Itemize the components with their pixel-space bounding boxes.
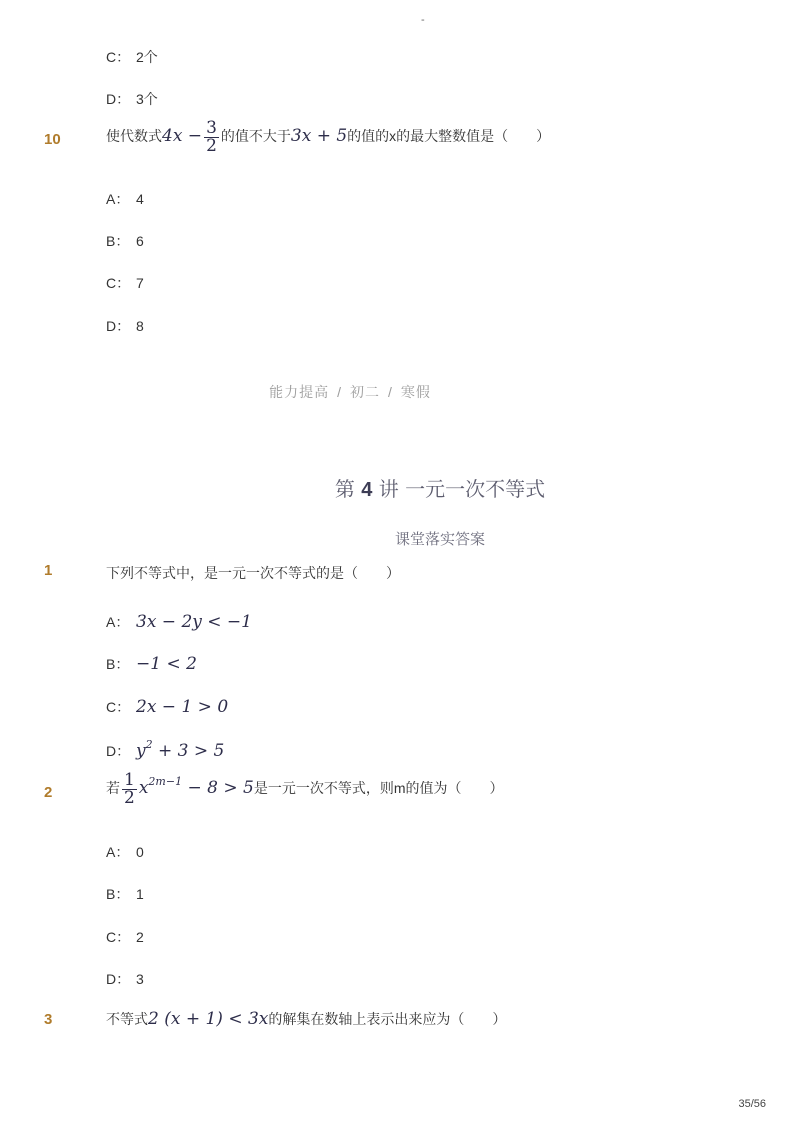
q10-option-a	[106, 189, 144, 209]
text-mid: 的值不大于	[220, 128, 291, 145]
question-10-text	[106, 120, 550, 155]
option-math-base: y	[136, 741, 146, 761]
option-value: 3	[136, 971, 144, 987]
fraction	[204, 120, 219, 155]
option-math-exponent: 2	[145, 738, 153, 751]
math-rest: − 8 > 5	[182, 778, 254, 799]
math-expr-2: 3x + 5	[290, 126, 348, 147]
breadcrumb-separator: /	[337, 384, 342, 400]
question-3-text	[106, 1009, 506, 1029]
math-base: x	[138, 778, 149, 799]
option-label: A：	[106, 844, 130, 860]
option-value: 2个	[136, 49, 158, 65]
question-number-1: 1	[44, 562, 53, 579]
header-mark: -	[421, 14, 425, 26]
question-1-text: 下列不等式中，是一元一次不等式的是（ ）	[106, 565, 400, 581]
q10-option-c	[106, 273, 144, 293]
option-value: 8	[136, 318, 144, 334]
math-exponent: 2m−1	[148, 775, 183, 789]
q2-option-a	[106, 842, 144, 862]
q1-option-c	[106, 697, 228, 717]
section-subtitle: 课堂落实答案	[394, 530, 485, 548]
q10-option-b	[106, 231, 144, 251]
option-value: 2	[136, 929, 144, 945]
option-label: C：	[106, 49, 131, 65]
question-2-text	[106, 772, 504, 807]
option-value: 7	[136, 275, 144, 291]
fraction-denominator: 2	[124, 788, 135, 808]
q1-option-b	[106, 654, 197, 674]
breadcrumb-level-2: 初二	[350, 384, 380, 400]
option-value: 1	[136, 886, 144, 902]
question-number-3: 3	[44, 1011, 53, 1028]
option-value: 6	[136, 233, 144, 249]
breadcrumb-level-1: 能力提高	[269, 384, 330, 400]
option-value: 3个	[136, 91, 158, 107]
math-expr-1: 4x −	[162, 126, 203, 147]
option-label: D：	[106, 743, 131, 759]
option-value: 4	[136, 191, 144, 207]
option-math-rest: + 3 > 5	[152, 741, 225, 761]
title-suffix: 讲 一元一次不等式	[378, 477, 546, 501]
option-value: 0	[136, 844, 144, 860]
fraction-numerator: 1	[124, 770, 135, 790]
title-prefix: 第	[334, 477, 355, 501]
option-d-prev	[106, 89, 158, 109]
option-label: A：	[106, 191, 130, 207]
fraction-numerator: 3	[206, 118, 217, 138]
option-label: C：	[106, 275, 131, 291]
q1-option-a	[106, 612, 252, 632]
option-label: C：	[106, 929, 131, 945]
section-title	[0, 473, 800, 502]
option-label: A：	[106, 614, 130, 630]
option-label: B：	[106, 233, 130, 249]
fraction	[122, 772, 137, 807]
text-suffix: 的值的x的最大整数值是（ ）	[347, 128, 551, 145]
text-suffix: 是一元一次不等式，则m的值为（ ）	[253, 780, 504, 797]
q2-option-d	[106, 969, 144, 989]
option-c-prev	[106, 47, 158, 67]
option-label: B：	[106, 886, 130, 902]
text-suffix: 的解集在数轴上表示出来应为（ ）	[268, 1011, 507, 1027]
fraction-denominator: 2	[206, 136, 217, 156]
q1-option-d	[106, 738, 224, 761]
text-prefix: 不等式	[106, 1011, 148, 1027]
breadcrumb-separator: /	[388, 384, 393, 400]
question-number-2: 2	[44, 784, 53, 801]
text-prefix: 使代数式	[106, 128, 162, 145]
breadcrumb	[0, 382, 700, 402]
option-label: D：	[106, 91, 131, 107]
option-math: 3x − 2y < −1	[136, 612, 252, 632]
q2-option-c	[106, 927, 144, 947]
question-number-10: 10	[44, 131, 61, 148]
option-math: 2x − 1 > 0	[136, 697, 229, 717]
option-math: −1 < 2	[136, 654, 197, 674]
lesson-number: 4	[361, 479, 373, 501]
option-label: D：	[106, 318, 131, 334]
option-label: C：	[106, 699, 131, 715]
option-label: D：	[106, 971, 131, 987]
breadcrumb-level-3: 寒假	[400, 384, 431, 400]
q10-option-d	[106, 316, 144, 336]
page-number: 35/56	[738, 1098, 766, 1110]
option-label: B：	[106, 656, 130, 672]
text-prefix: 若	[106, 780, 120, 797]
q2-option-b	[106, 884, 144, 904]
math-expr: 2 (x + 1) < 3x	[148, 1009, 269, 1029]
